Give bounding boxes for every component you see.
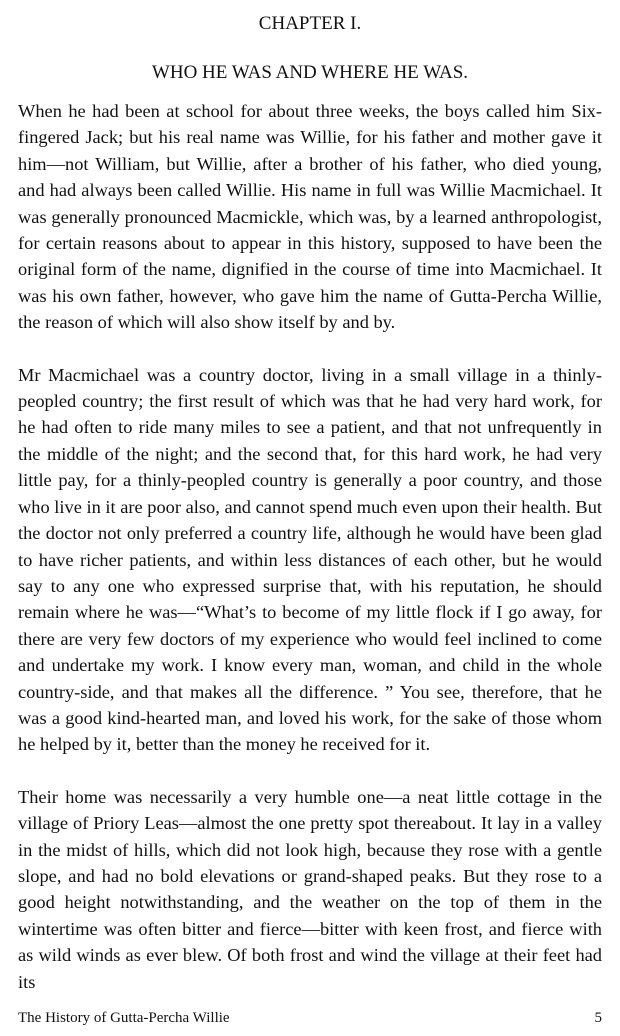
page-footer (18, 1008, 602, 1028)
running-title: The History of Gutta-Percha Willie (18, 1010, 230, 1026)
chapter-heading: CHAPTER I. (258, 13, 362, 34)
page-number: 5 (594, 1010, 602, 1026)
paragraph-1: When he had been at school for about three weeks, the boys called him Six-fingered Jack; but his real name was Willie, for his father and mother gave it him—not William, but Willie, after a brother of his father, who died young, and had always been called Willie. His name in full was Willie Macmichael. It was generally pronounced Macmickle, which was, by a learned anthropologist, for certain reasons about to appear in this history, supposed to have been the original form of the name, dignified in the course of time into Macmichael. It was his own father, however, who gave him the name of Gutta-Percha Willie, the reason of which will also show itself by and by. (18, 101, 602, 333)
paragraph-2: Mr Macmichael was a country doctor, living in a small village in a thinly-peopled country; the first result of which was that he had very hard work, for he had often to ride many miles to see a patient, and that not unfrequently in the middle of the night; and the second that, for this hard work, he had very little pay, for a thinly-peopled country is generally a poor country, and those who live in it are poor also, and cannot spend much even upon their health. But the doctor not only preferred a country life, although he would have been glad to have richer patients, and within less distances of each other, but he would say to any one who expressed surprise that, with his reputation, he should remain where he was—“What’s to become of my little flock if I go away, for there are very few doctors of my experience who would feel inclined to come and undertake my work. I know every man, woman, and child in the whole country-side, and that makes all the difference. ” You see, therefore, that he was a good kind-hearted man, and loved his work, for the sake of those whom he helped by it, better than the money he received for it. (18, 364, 602, 755)
chapter-title: WHO HE WAS AND WHERE HE WAS. (151, 62, 469, 83)
paragraph-3: Their home was necessarily a very humble one—a neat little cottage in the village of Priory Leas—almost the one pretty spot thereabout. It lay in a valley in the midst of hills, which did not look high, because they rose with a gentle slope, and had no bold elevations or grand-shaped peaks. But they rose to a good height notwithstanding, and the weather on the top of them in the wintertime was often bitter and fierce—bitter with keen frost, and fierce with as wild winds as ever blew. Of both frost and wind the village at their feet had its (18, 786, 602, 992)
body-text (18, 98, 602, 995)
